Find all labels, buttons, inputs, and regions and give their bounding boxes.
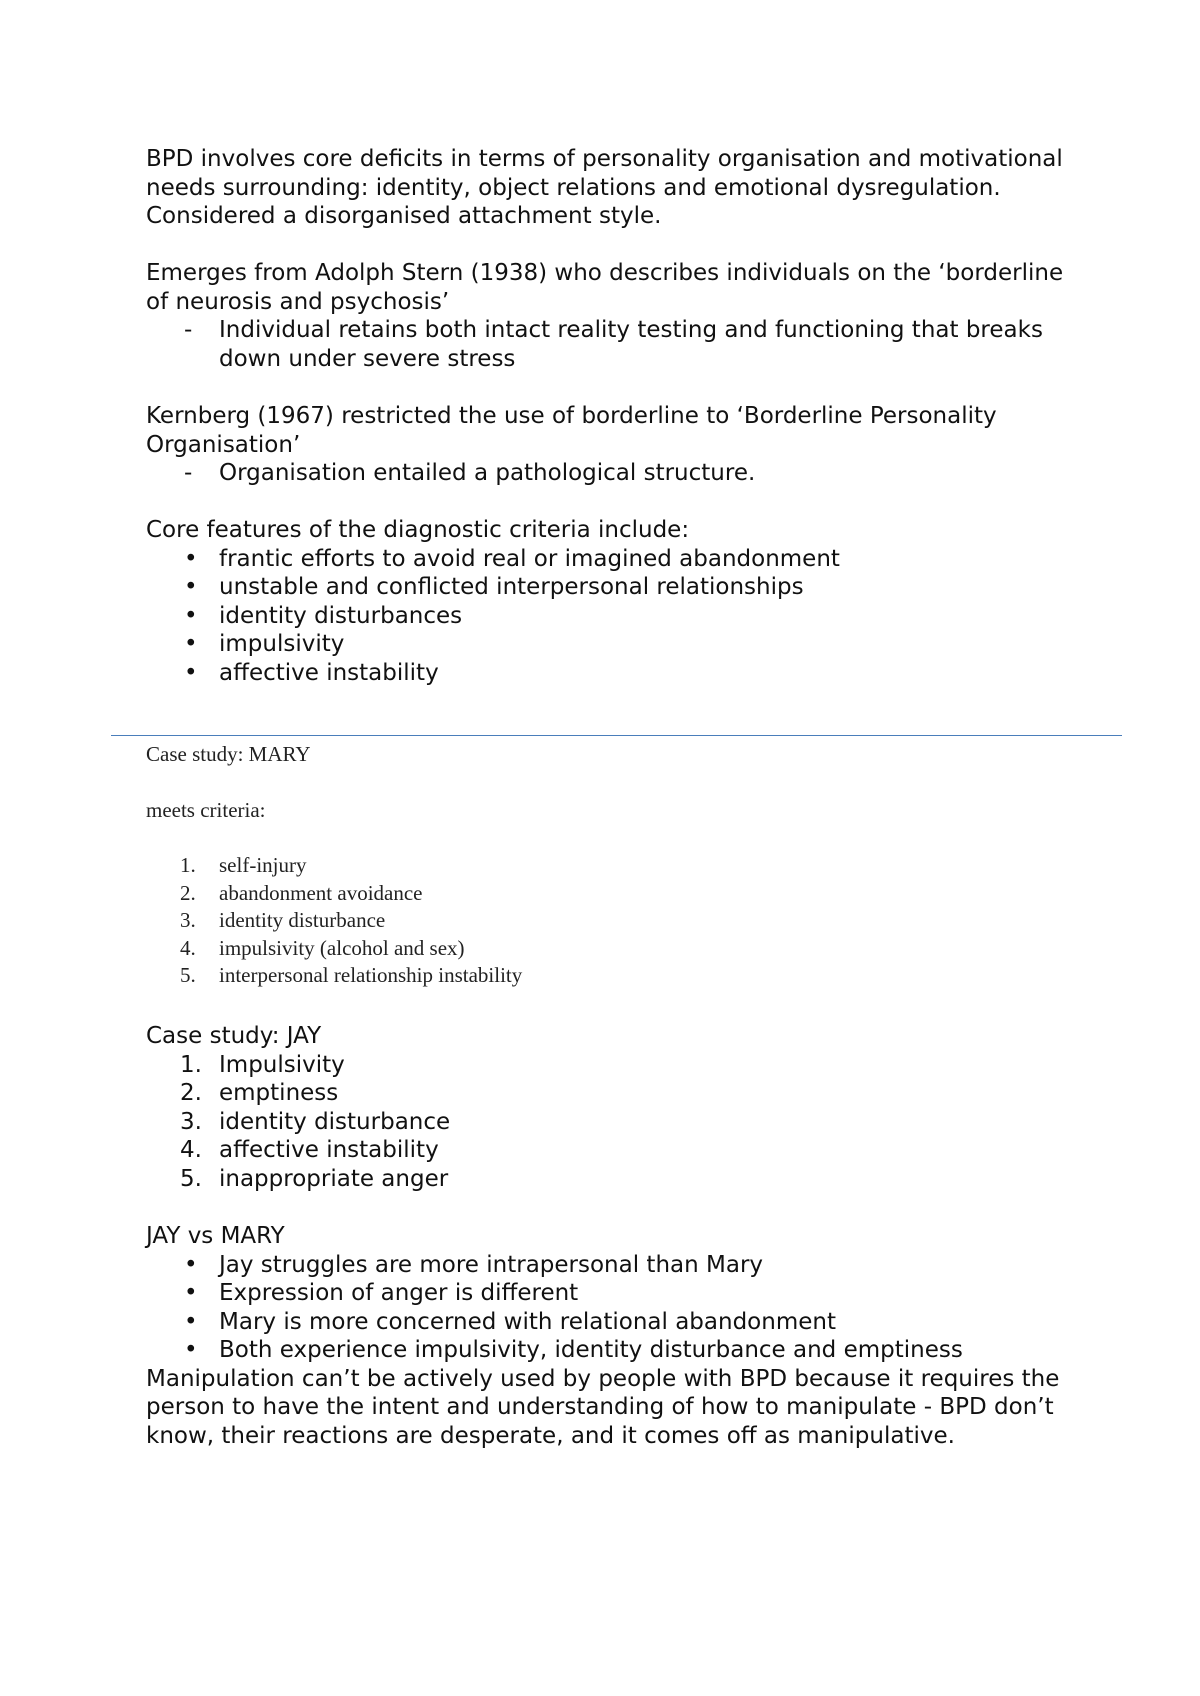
list-item: • Jay struggles are more intrapersonal than Mary	[146, 1251, 1086, 1280]
list-item: 5. interpersonal relationship instability	[146, 962, 1086, 990]
list-item: 1. Impulsivity	[146, 1051, 1086, 1080]
core-features-list	[146, 545, 1086, 688]
core-features-heading: Core features of the diagnostic criteria include:	[146, 517, 690, 543]
list-item: • identity disturbances	[146, 602, 1086, 631]
list-item: 2. abandonment avoidance	[146, 880, 1086, 908]
list-item: 3. identity disturbance	[146, 907, 1086, 935]
comparison-section	[146, 1222, 1086, 1450]
list-item: • Both experience impulsivity, identity disturbance and emptiness	[146, 1336, 1086, 1365]
list-item: • Mary is more concerned with relational abandonment	[146, 1308, 1086, 1337]
jay-section	[146, 1022, 1086, 1193]
intro-paragraph: BPD involves core deficits in terms of personality organisation and motivational needs surrounding: identity, object relations and emotional dysregulation. Considered a disorganised attachment style.	[146, 146, 1063, 229]
core-features-section	[146, 516, 1086, 687]
list-item: 1. self-injury	[146, 852, 1086, 880]
mary-section	[146, 741, 1086, 990]
list-item: • impulsivity	[146, 630, 1086, 659]
mary-title: Case study: MARY	[146, 742, 311, 766]
stern-section	[146, 259, 1086, 373]
kernberg-section	[146, 402, 1086, 488]
list-item: - Individual retains both intact reality testing and functioning that breaks down under severe stress	[146, 316, 1086, 373]
list-item: - Organisation entailed a pathological structure.	[146, 459, 1086, 488]
list-item: • frantic efforts to avoid real or imagined abandonment	[146, 545, 1086, 574]
jay-criteria-list	[146, 1051, 1086, 1194]
list-item: • Expression of anger is different	[146, 1279, 1086, 1308]
mary-criteria-list	[146, 852, 1086, 990]
list-item: 3. identity disturbance	[146, 1108, 1086, 1137]
list-item: • unstable and conflicted interpersonal relationships	[146, 573, 1086, 602]
list-item: 4. impulsivity (alcohol and sex)	[146, 935, 1086, 963]
intro-section	[146, 145, 1086, 231]
kernberg-list	[146, 459, 1086, 488]
stern-list	[146, 316, 1086, 373]
list-item: • affective instability	[146, 659, 1086, 688]
list-item: 4. affective instability	[146, 1136, 1086, 1165]
section-divider	[111, 735, 1122, 736]
list-item: 5. inappropriate anger	[146, 1165, 1086, 1194]
kernberg-paragraph: Kernberg (1967) restricted the use of borderline to ‘Borderline Personality Organisation’	[146, 403, 997, 458]
comparison-closing: Manipulation can’t be actively used by people with BPD because it requires the person to have the intent and understanding of how to manipulate - BPD don’t know, their reactions are desperate, and it comes off as manipulative.	[146, 1365, 1060, 1449]
comparison-title: JAY vs MARY	[146, 1223, 285, 1249]
comparison-list	[146, 1251, 1086, 1365]
stern-paragraph: Emerges from Adolph Stern (1938) who describes individuals on the ‘borderline of neurosis and psychosis’	[146, 260, 1064, 315]
jay-title: Case study: JAY	[146, 1023, 322, 1049]
list-item: 2. emptiness	[146, 1079, 1086, 1108]
mary-subtitle: meets criteria:	[146, 797, 266, 822]
